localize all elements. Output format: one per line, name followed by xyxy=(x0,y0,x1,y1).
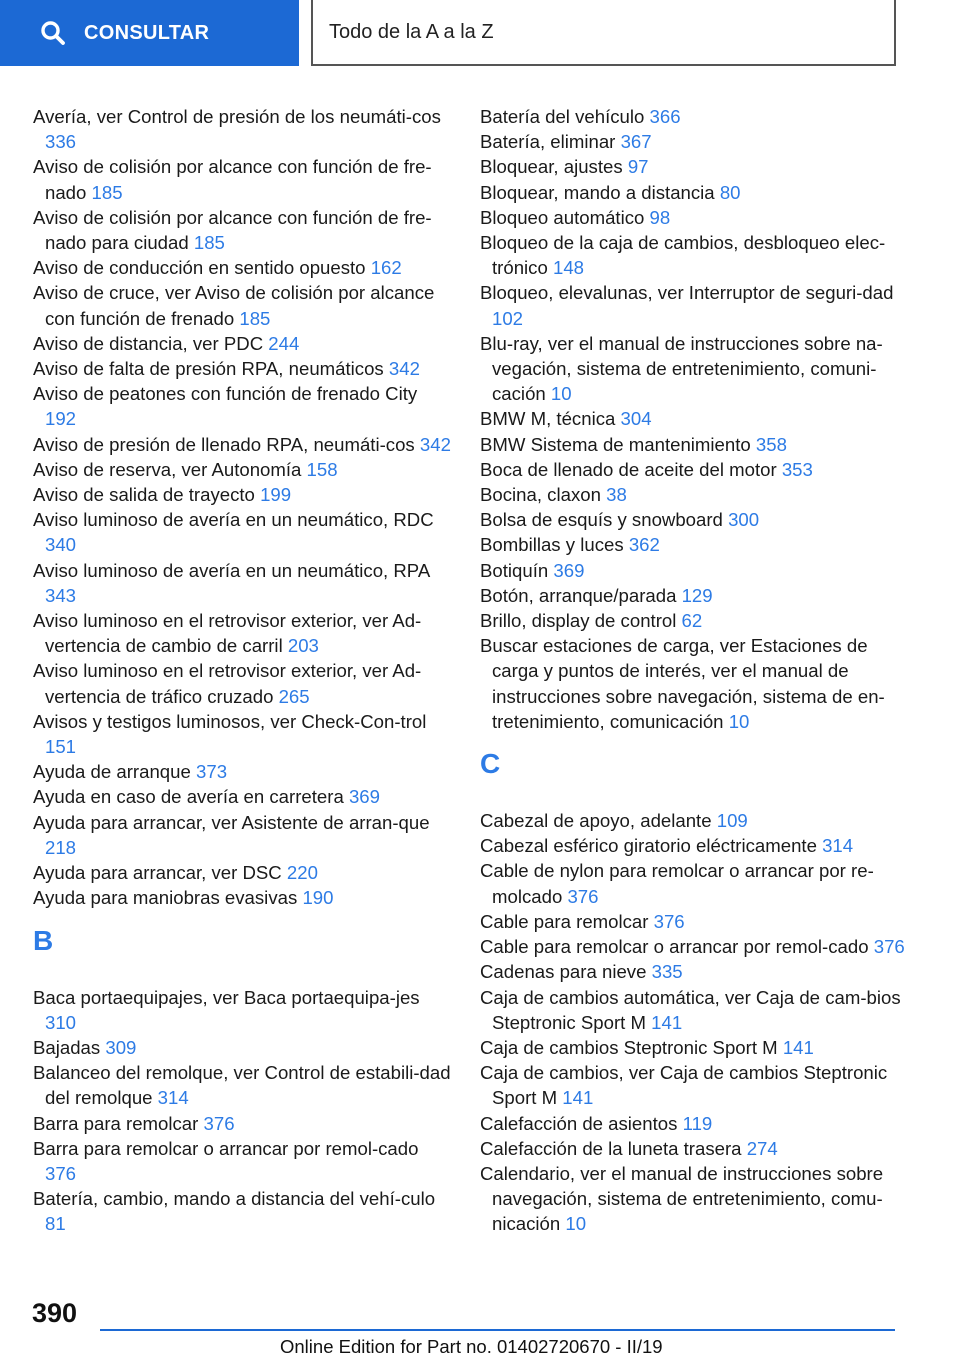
page-link[interactable]: 81 xyxy=(45,1213,66,1235)
index-entry xyxy=(33,205,451,255)
page-link[interactable]: 314 xyxy=(822,835,854,857)
page-link[interactable]: 343 xyxy=(45,584,77,606)
page-link[interactable]: 373 xyxy=(196,761,228,783)
page-link[interactable]: 158 xyxy=(306,458,338,480)
search-icon xyxy=(40,20,66,46)
index-entry-text: BMW Sistema de mantenimiento xyxy=(480,433,751,455)
index-entry xyxy=(33,860,451,885)
index-column-left xyxy=(33,104,451,1237)
index-entry-text: Aviso de distancia, ver PDC xyxy=(33,332,264,354)
page-link[interactable]: 304 xyxy=(620,408,652,430)
page-link[interactable]: 358 xyxy=(755,433,787,455)
page-link[interactable]: 129 xyxy=(681,584,713,606)
page-link[interactable]: 203 xyxy=(287,635,319,657)
index-entry xyxy=(480,1111,905,1136)
index-entry xyxy=(480,808,905,833)
index-entry xyxy=(480,432,905,457)
page-link[interactable]: 220 xyxy=(286,862,318,884)
index-entry xyxy=(480,985,905,1035)
index-entry xyxy=(480,230,905,280)
index-entry xyxy=(480,331,905,407)
index-entry xyxy=(480,858,905,908)
index-entry xyxy=(33,885,451,910)
index-entry-text: Ayuda de arranque xyxy=(33,761,191,783)
page-link[interactable]: 376 xyxy=(203,1112,235,1134)
page-link[interactable]: 38 xyxy=(606,484,627,506)
index-entry-text: Bloqueo automático xyxy=(480,206,645,228)
index-entry xyxy=(33,608,451,658)
page-link[interactable]: 185 xyxy=(91,181,123,203)
page-number: 390 xyxy=(32,1298,78,1328)
page-link[interactable]: 369 xyxy=(348,786,380,808)
index-entry-text: Balanceo del remolque, ver Control de estabili‐dad del remolque xyxy=(33,1062,451,1109)
index-entry-text: Aviso de peatones con función de frenado City xyxy=(33,383,418,405)
page-link[interactable]: 353 xyxy=(781,458,813,480)
index-entry-text: Boca de llenado de aceite del motor xyxy=(480,458,777,480)
index-entry-text: BMW M, técnica xyxy=(480,408,616,430)
index-list-c xyxy=(480,808,905,1236)
index-entry-text: Cable de nylon para remolcar o arrancar por re‐molcado xyxy=(480,860,874,907)
index-title: Todo de la A a la Z xyxy=(329,20,494,43)
page-link[interactable]: 335 xyxy=(651,961,683,983)
index-entry xyxy=(33,810,451,860)
page-link[interactable]: 185 xyxy=(193,232,225,254)
index-entry-text: Calendario, ver el manual de instrucciones sobre navegación, sistema de entretenimiento, comu‐nicación xyxy=(480,1162,884,1235)
index-column-right xyxy=(480,104,905,1237)
index-entry-text: Aviso de colisión por alcance con función de fre‐nado para ciudad xyxy=(33,206,432,254)
index-entry-text: Cadenas para nieve xyxy=(480,961,647,983)
index-entry-text: Cabezal de apoyo, adelante xyxy=(480,810,712,832)
index-entry-text: Bajadas xyxy=(33,1036,101,1058)
index-entry-text: Cabezal esférico giratorio eléctricamente xyxy=(480,835,817,857)
index-list-a xyxy=(33,104,451,911)
page-link[interactable]: 148 xyxy=(552,257,585,279)
index-entry-text: Aviso luminoso de avería en un neumático, RDC xyxy=(33,509,434,531)
index-entry-text: Batería del vehículo xyxy=(480,106,645,127)
index-entry xyxy=(480,1035,905,1060)
page-link[interactable]: 141 xyxy=(782,1036,814,1058)
page-link[interactable]: 109 xyxy=(716,810,748,832)
page-link[interactable]: 300 xyxy=(728,509,760,531)
index-entry-text: Caja de cambios Steptronic Sport M xyxy=(480,1036,778,1058)
index-entry-text: Bombillas y luces xyxy=(480,534,624,556)
index-entry xyxy=(33,985,451,1035)
index-entry-text: Cable para remolcar xyxy=(480,910,649,932)
index-entry xyxy=(480,608,905,633)
page-link[interactable]: 336 xyxy=(45,131,77,153)
index-entry-text: Blu-ray, ver el manual de instrucciones sobre na‐vegación, sistema de entretenimiento, comuni‐cación xyxy=(480,332,883,405)
index-entry xyxy=(480,1161,905,1237)
index-entry xyxy=(33,457,451,482)
index-entry-text: Ayuda para arrancar, ver DSC xyxy=(33,862,282,884)
index-entry xyxy=(480,959,905,984)
index-entry-text: Caja de cambios, ver Caja de cambios Steptronic Sport M xyxy=(480,1062,888,1109)
index-entry-text: Bloquear, mando a distancia xyxy=(480,181,715,203)
index-entry xyxy=(33,784,451,809)
index-entry xyxy=(33,154,451,204)
page-link[interactable]: 376 xyxy=(45,1162,77,1184)
index-entry xyxy=(480,532,905,557)
index-entry xyxy=(480,633,905,734)
index-entry xyxy=(480,180,905,205)
section-letter-c: C xyxy=(480,748,501,780)
index-entry xyxy=(33,658,451,708)
index-entry xyxy=(480,406,905,431)
page-link[interactable]: 376 xyxy=(653,910,685,932)
page-link[interactable]: 97 xyxy=(627,156,649,178)
index-entry xyxy=(33,104,451,154)
page-link[interactable]: 98 xyxy=(649,206,671,228)
index-entry xyxy=(33,356,451,381)
page-link[interactable]: 190 xyxy=(302,887,334,909)
index-entry xyxy=(33,482,451,507)
index-entry-text: Aviso de conducción en sentido opuesto xyxy=(33,257,366,279)
index-entry-text: Aviso de reserva, ver Autonomía xyxy=(33,458,302,480)
index-entry-text: Cable para remolcar o arrancar por remol‐cado xyxy=(480,936,869,958)
index-entry-text: Aviso de salida de trayecto xyxy=(33,484,255,506)
page-link[interactable]: 10 xyxy=(728,710,750,732)
footer-edition: Online Edition for Part no. 01402720670 - II/19 xyxy=(280,1336,663,1357)
index-entry xyxy=(480,833,905,858)
index-entry xyxy=(33,381,451,431)
index-entry xyxy=(480,1060,905,1110)
index-entry-text: Ayuda para maniobras evasivas xyxy=(33,887,298,909)
index-entry-text: Aviso luminoso de avería en un neumático, RPA xyxy=(33,559,430,581)
index-entry-text: Bocina, claxon xyxy=(480,484,601,506)
index-entry xyxy=(480,1136,905,1161)
index-entry xyxy=(480,104,905,129)
page-link[interactable]: 376 xyxy=(567,885,599,907)
index-entry-text: Bloqueo, elevalunas, ver Interruptor de seguri‐dad xyxy=(480,282,894,304)
page-link[interactable]: 199 xyxy=(260,484,292,506)
page-link[interactable]: 141 xyxy=(651,1011,683,1033)
page-link[interactable]: 102 xyxy=(492,307,524,329)
index-entry xyxy=(480,457,905,482)
index-entry xyxy=(33,1035,451,1060)
index-entry xyxy=(33,432,451,457)
page-link[interactable]: 218 xyxy=(45,836,77,858)
index-entry xyxy=(33,1111,451,1136)
index-entry xyxy=(33,759,451,784)
index-entry xyxy=(480,583,905,608)
index-entry xyxy=(33,280,451,330)
page-link[interactable]: 340 xyxy=(45,534,77,556)
index-entry xyxy=(480,909,905,934)
page-link[interactable]: 151 xyxy=(45,736,77,758)
index-entry-text: Batería, eliminar xyxy=(480,131,616,153)
index-list-b xyxy=(33,985,451,1237)
index-entry-text: Avisos y testigos luminosos, ver Check-Con‐trol xyxy=(33,710,427,732)
index-entry-text: Ayuda para arrancar, ver Asistente de arran‐que xyxy=(33,811,430,833)
page-link[interactable]: 119 xyxy=(682,1112,713,1134)
index-entry-text: Avería, ver Control de presión de los neumáti‐cos xyxy=(33,106,441,127)
index-entry-text: Aviso de cruce, ver Aviso de colisión por alcance con función de frenado xyxy=(33,282,435,329)
index-entry-text: Batería, cambio, mando a distancia del vehí‐culo xyxy=(33,1188,436,1210)
index-entry-text: Aviso de presión de llenado RPA, neumáti‐cos xyxy=(33,433,415,455)
index-entry xyxy=(33,1060,451,1110)
index-entry-text: Bloquear, ajustes xyxy=(480,156,623,178)
page-link[interactable]: 162 xyxy=(370,257,402,279)
index-title-tab[interactable] xyxy=(311,0,896,66)
page-link[interactable]: 192 xyxy=(45,408,77,430)
index-entry xyxy=(33,255,451,280)
page-link[interactable]: 314 xyxy=(157,1087,189,1109)
page-link[interactable]: 376 xyxy=(873,936,905,958)
index-entry-text: Caja de cambios automática, ver Caja de cam‐bios Steptronic Sport M xyxy=(480,986,901,1033)
page-link[interactable]: 366 xyxy=(649,106,681,127)
index-entry-text: Buscar estaciones de carga, ver Estaciones de carga y puntos de interés, ver el manual de instrucciones sobre navegación, sistema de en‐tretenimiento, comunicación xyxy=(480,635,885,732)
page-link[interactable]: 309 xyxy=(105,1036,137,1058)
footer-divider xyxy=(100,1329,895,1331)
index-entry xyxy=(33,1136,451,1186)
page-link[interactable]: 265 xyxy=(278,685,310,707)
index-entry-text: Baca portaequipajes, ver Baca portaequipa‐jes xyxy=(33,986,420,1008)
consultar-tab[interactable] xyxy=(0,0,299,66)
index-entry-text: Botón, arranque/parada xyxy=(480,584,677,606)
page-link[interactable]: 80 xyxy=(719,181,741,203)
page-link[interactable]: 369 xyxy=(553,559,585,581)
index-entry-text: Calefacción de la luneta trasera xyxy=(480,1137,742,1159)
index-entry xyxy=(33,1186,451,1236)
page-link[interactable]: 141 xyxy=(562,1087,594,1109)
page-link[interactable]: 274 xyxy=(746,1137,778,1159)
index-entry xyxy=(480,558,905,583)
index-entry-text: Botiquín xyxy=(480,559,549,581)
page-link[interactable]: 310 xyxy=(45,1011,77,1033)
page-link[interactable]: 185 xyxy=(239,307,271,329)
index-entry-text: Aviso de colisión por alcance con función de fre‐nado xyxy=(33,156,432,203)
header xyxy=(0,0,960,66)
section-letter-b: B xyxy=(33,924,54,956)
index-entry-text: Ayuda en caso de avería en carretera xyxy=(33,786,344,808)
index-entry-text: Aviso de falta de presión RPA, neumáticos xyxy=(33,358,384,380)
index-entry-text: Aviso luminoso en el retrovisor exterior, ver Ad‐vertencia de cambio de carril xyxy=(33,610,422,657)
index-entry xyxy=(480,934,905,959)
index-list-b-continued xyxy=(480,104,905,734)
index-entry xyxy=(33,558,451,608)
page-link[interactable]: 10 xyxy=(550,383,572,405)
page-link[interactable]: 367 xyxy=(620,131,652,153)
page-link[interactable]: 342 xyxy=(419,433,451,455)
index-entry-text: Brillo, display de control xyxy=(480,610,677,632)
page-link[interactable]: 362 xyxy=(628,534,660,556)
index-entry-text: Bolsa de esquís y snowboard xyxy=(480,509,723,531)
index-entry xyxy=(33,507,451,557)
index-entry xyxy=(480,280,905,330)
index-entry-text: Bloqueo de la caja de cambios, desbloqueo elec‐trónico xyxy=(480,232,886,279)
page-link[interactable]: 10 xyxy=(565,1213,587,1235)
page-link[interactable]: 62 xyxy=(681,610,703,632)
index-entry xyxy=(480,129,905,154)
page-link[interactable]: 342 xyxy=(388,358,420,380)
index-entry-text: Barra para remolcar xyxy=(33,1112,199,1134)
page-link[interactable]: 244 xyxy=(268,332,300,354)
index-entry xyxy=(480,482,905,507)
index-entry-text: Barra para remolcar o arrancar por remol‐cado xyxy=(33,1137,419,1159)
consultar-label: CONSULTAR xyxy=(84,21,210,44)
index-entry xyxy=(33,709,451,759)
index-entry-text: Aviso luminoso en el retrovisor exterior, ver Ad‐vertencia de tráfico cruzado xyxy=(33,660,422,707)
index-entry xyxy=(480,507,905,532)
index-entry xyxy=(480,154,905,179)
index-entry xyxy=(33,331,451,356)
index-entry-text: Calefacción de asientos xyxy=(480,1112,678,1134)
index-entry xyxy=(480,205,905,230)
